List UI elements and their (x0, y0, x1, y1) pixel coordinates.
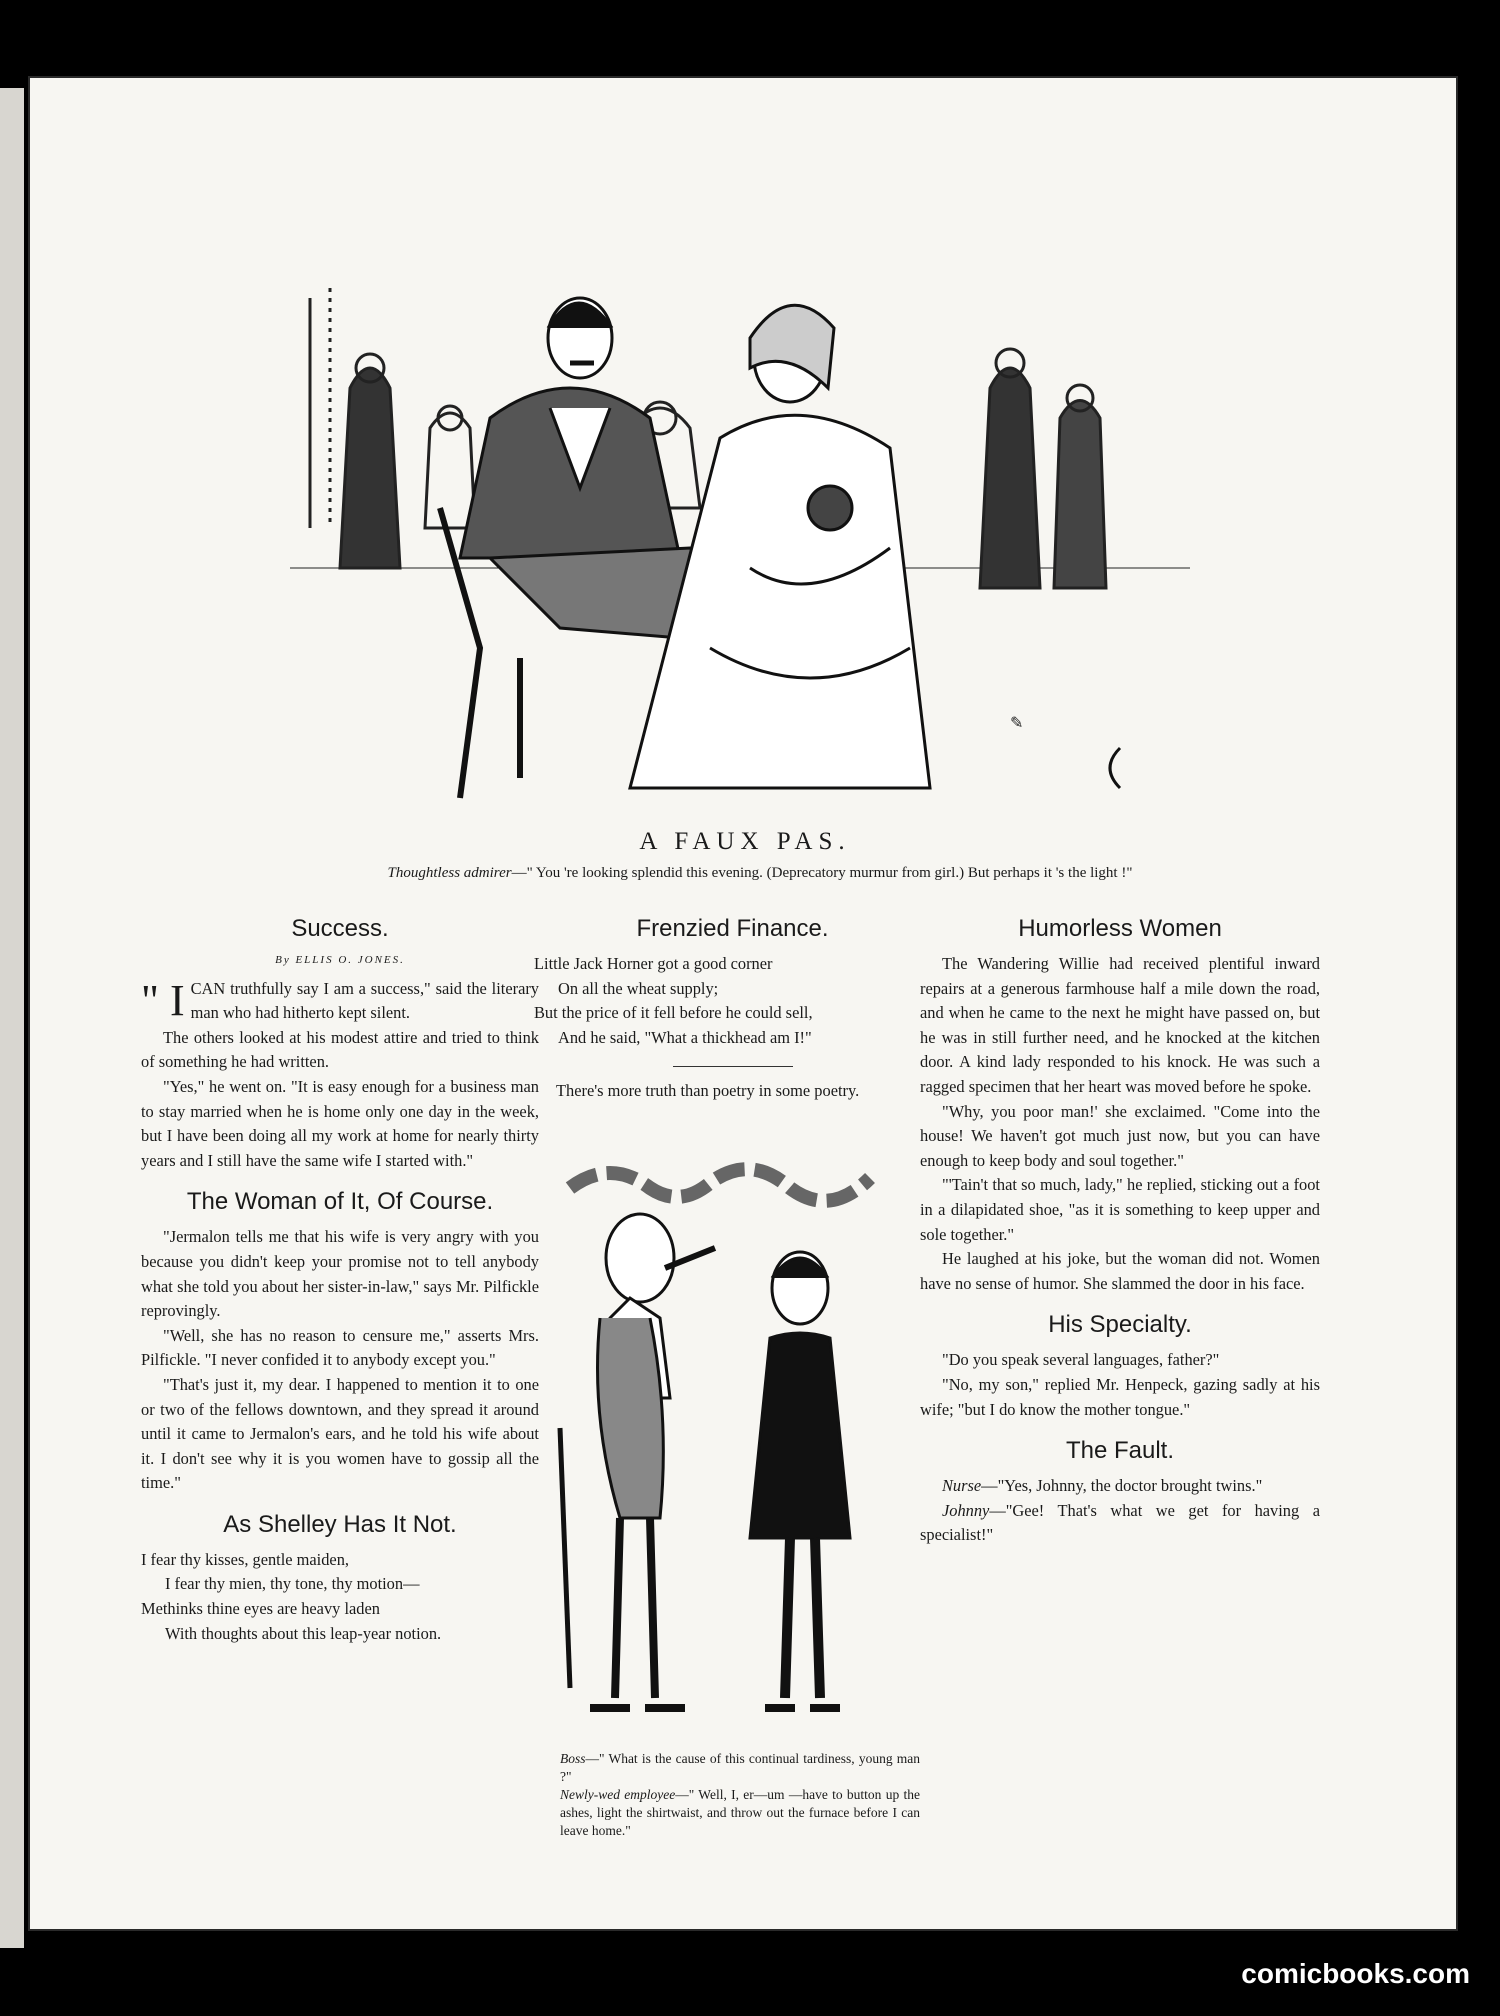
johnny-speaker: Johnny (942, 1500, 990, 1520)
poem-line: On all the wheat supply; (558, 978, 719, 998)
employee-line (560, 1786, 920, 1840)
divider (673, 1066, 793, 1067)
finance-heading: Frenzied Finance. (636, 915, 829, 942)
woman-heading: The Woman of It, Of Course. (186, 1188, 494, 1216)
woman-paragraph-2: "Well, she has no reason to censure me," asserts Mrs. Pilfickle. "I never confided it to anybody except you." (141, 1325, 539, 1370)
poem-line: Methinks thine eyes are heavy laden (141, 1599, 380, 1619)
employee-text: —" Well, I, er—um —have to button up the ashes, light the shirtwaist, and throw out the furnace before I can leave home." (560, 1787, 920, 1838)
humor-paragraph-3: "'Tain't that so much, lady," he replied, sticking out a foot in a dilapidated shoe, "as it is something to keep upper and sole together." (920, 1175, 1320, 1244)
artist-signature: ✎ (1010, 715, 1024, 732)
binding-edge (0, 88, 24, 1948)
fault-paragraph-1 (920, 1474, 1320, 1499)
poem-line: With thoughts about this leap-year notion. (165, 1623, 442, 1643)
faux-pas-illustration (290, 268, 1190, 808)
boss-cartoon (550, 1148, 925, 1748)
woman-paragraph-3: "That's just it, my dear. I happened to mention it to one or two of the fellows downtown, and they spread it around until it came to Jermalon's ears, and he told his wife about it. I don't see why it is you women have to gossip all the time." (141, 1374, 539, 1493)
humor-paragraph-4: He laughed at his joke, but the woman did not. Women have no sense of humor. She slammed the door in his face. (920, 1249, 1320, 1293)
fault-paragraph-2 (920, 1499, 1320, 1548)
specialty-heading: His Specialty. (1048, 1311, 1192, 1339)
humor-paragraph-2: "Why, you poor man!' she exclaimed. "Come into the house! We haven't got much just now, but you can have enough to keep body and soul together." (920, 1101, 1320, 1170)
success-heading: Success. (291, 915, 389, 942)
poem-line: And he said, "What a thickhead am I!" (558, 1027, 812, 1047)
success-paragraph-1 (141, 977, 539, 1026)
column-middle (534, 906, 931, 1104)
nurse-speaker: Nurse (942, 1476, 982, 1496)
illustration-caption (160, 865, 1360, 882)
boss-employee-drawing (550, 1148, 925, 1748)
column-right (920, 906, 1320, 1548)
poem-line: I fear thy mien, thy tone, thy motion— (165, 1574, 420, 1594)
specialty-paragraph-2: "No, my son," replied Mr. Henpeck, gazing sadly at his wife; "but I do know the mother tongue." (920, 1374, 1320, 1419)
magazine-page (28, 76, 1458, 1931)
finance-poem (534, 952, 931, 1050)
success-paragraph-2: The others looked at his modest attire and tried to think of something he had written. (141, 1027, 539, 1072)
success-paragraph-3: "Yes," he went on. "It is easy enough for a business man to stay married when he is home only one day in the week, but I have been doing all my work at home for nearly thirty years and I still have the same wife I started with." (141, 1076, 539, 1170)
boss-text: —" What is the cause of this continual tardiness, young man ?" (560, 1751, 920, 1784)
shelley-heading: As Shelley Has It Not. (223, 1510, 457, 1538)
fault-heading: The Fault. (1065, 1437, 1175, 1465)
specialty-paragraph-1: "Do you speak several languages, father?" (942, 1350, 1220, 1370)
humor-paragraph-1: The Wandering Willie had received plentiful inward repairs at a generous farmhouse half a mile down the road, and when he came to the next he might have passed on, but he was in still further need, and he knocked at the kitchen door. A kind lady responded to his knock. He was such a ragged specimen that her heart was moved before he spoke. (920, 954, 1320, 1096)
boss-speaker: Boss (560, 1751, 586, 1766)
poem-line: I fear thy kisses, gentle maiden, (141, 1549, 350, 1569)
watermark: comicbooks.com (1241, 1958, 1470, 1989)
party-scene-drawing (290, 268, 1190, 808)
fault-text-1: —"Yes, Johnny, the doctor brought twins." (981, 1476, 1263, 1496)
caption-text: —" You 're looking splendid this evening. (Deprecatory murmur from girl.) But perhaps it 's the light !" (511, 865, 1133, 881)
cartoon-caption (560, 1750, 920, 1840)
shelley-poem (141, 1548, 539, 1646)
poem-line: Little Jack Horner got a good corner (534, 954, 773, 973)
truth-paragraph: There's more truth than poetry in some poetry. (556, 1081, 860, 1101)
woman-paragraph-1: "Jermalon tells me that his wife is very angry with you because you didn't keep your promise not to tell anybody what she told you about her sister-in-law," says Mr. Pilfickle reprovingly. (141, 1227, 539, 1321)
employee-speaker: Newly-wed employee (560, 1787, 676, 1802)
boss-line (560, 1750, 920, 1786)
caption-speaker: Thoughtless admirer (387, 865, 512, 881)
poem-line: But the price of it fell before he could sell, (534, 1003, 813, 1023)
page-title: A FAUX PAS. (639, 828, 851, 855)
humor-heading: Humorless Women (1018, 915, 1222, 942)
success-byline: By ELLIS O. JONES. (275, 954, 405, 966)
fault-text-2: —"Gee! That's what we get for having a specialist!" (920, 1500, 1320, 1545)
column-left (141, 906, 539, 1646)
success-paragraph-1-text: CAN truthfully say I am a success," said the literary man who had hitherto kept silent. (190, 978, 539, 1023)
drop-cap: " I (141, 975, 185, 1025)
